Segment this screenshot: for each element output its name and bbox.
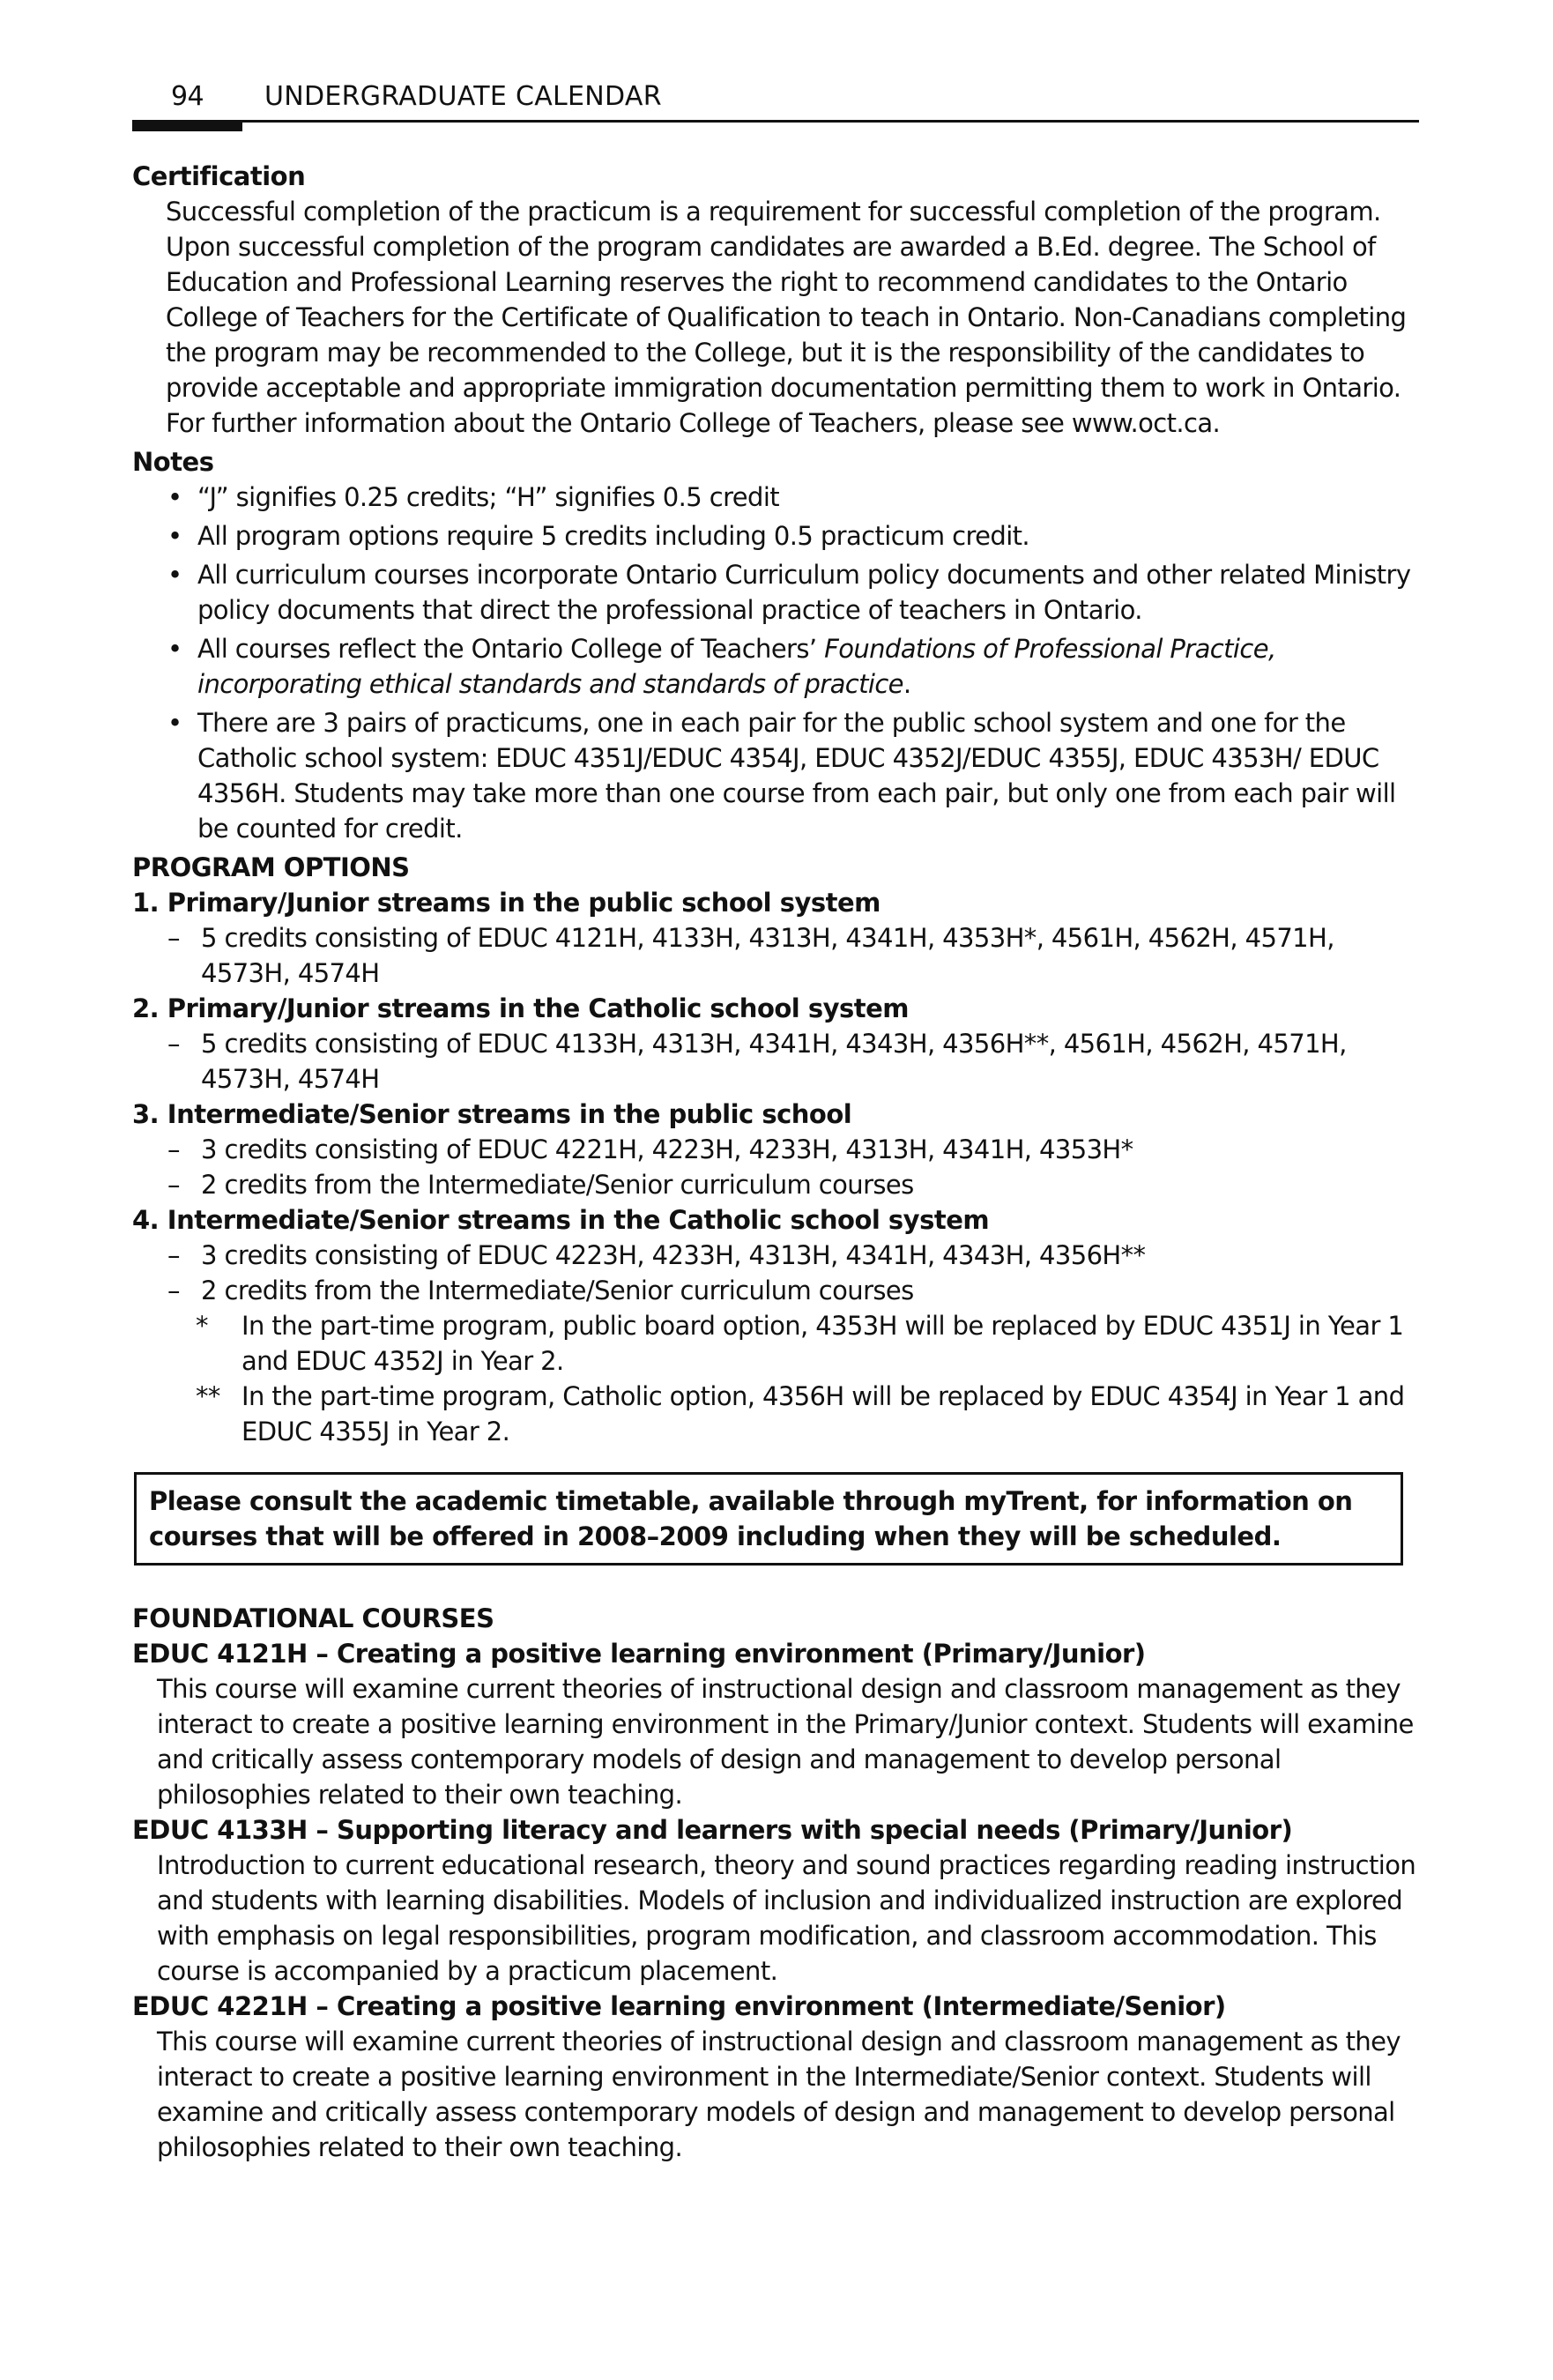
page-number: 94	[171, 81, 204, 112]
program-option-line-text: 3 credits consisting of EDUC 4223H, 4233H, 4313H, 4341H, 4343H, 4356H**	[201, 1240, 1146, 1270]
dash-marker: –	[167, 1029, 180, 1059]
program-option-line-text: 2 credits from the Intermediate/Senior curriculum courses	[201, 1170, 914, 1200]
program-option-title: 1. Primary/Junior streams in the public school system	[132, 888, 881, 918]
course-description: This course will examine current theories of instructional design and classroom management as they interact to create a positive learning environment in the Intermediate/Senior context. Students will examine and critically assess contemporary models of design and management to develop personal philosophies related to their own teaching.	[157, 2027, 1401, 2162]
notes-bullet	[132, 705, 1419, 846]
notes-bullet-text-prefix: All courses reflect the Ontario College of Teachers’	[197, 634, 825, 664]
page-header	[132, 79, 1419, 132]
course-description: This course will examine current theories of instructional design and classroom management as they interact to create a positive learning environment in the Primary/Junior context. Students will examine and critically assess contemporary models of design and management to develop personal philosophies related to their own teaching.	[157, 1674, 1414, 1810]
page-content	[132, 159, 1419, 2165]
bullet-marker: •	[167, 482, 182, 512]
footnote-marker: **	[196, 1381, 220, 1411]
bullet-marker: •	[167, 560, 182, 590]
program-option-line	[132, 1026, 1419, 1097]
bullet-marker: •	[167, 521, 182, 551]
notes-bullet-text: All curriculum courses incorporate Ontario Curriculum policy documents and other related Ministry policy documents that direct the professional practice of teachers in Ontario.	[197, 560, 1411, 625]
program-option-title: 3. Intermediate/Senior streams in the public school	[132, 1099, 852, 1129]
bullet-marker: •	[167, 708, 182, 738]
program-option-line	[132, 1167, 1419, 1202]
program-option-line-text: 5 credits consisting of EDUC 4121H, 4133H, 4313H, 4341H, 4353H*, 4561H, 4562H, 4571H, 4573H, 4574H	[201, 923, 1334, 988]
notes-heading: Notes	[132, 447, 214, 477]
program-options-heading: PROGRAM OPTIONS	[132, 852, 410, 882]
footnote	[132, 1379, 1419, 1449]
footnote-text: In the part-time program, Catholic option, 4356H will be replaced by EDUC 4354J in Year 1 and EDUC 4355J in Year 2.	[241, 1381, 1405, 1447]
dash-marker: –	[167, 1134, 180, 1164]
notes-bullet-text: “J” signifies 0.25 credits; “H” signifies 0.5 credit	[197, 482, 780, 512]
course-description: Introduction to current educational research, theory and sound practices regarding reading instruction and students with learning disabilities. Models of inclusion and individualized instruction are explored with emphasis on legal responsibilities, program modification, and classroom accommodation. This course is accompanied by a practicum placement.	[157, 1850, 1416, 1986]
header-rule	[132, 120, 1419, 123]
program-option-title: 4. Intermediate/Senior streams in the Catholic school system	[132, 1205, 990, 1235]
notes-bullet-text: All program options require 5 credits including 0.5 practicum credit.	[197, 521, 1030, 551]
certification-text: Successful completion of the practicum is a requirement for successful completion of the program. Upon successful completion of the program candidates are awarded a B.Ed. degree. The School of Education and Professional Learning reserves the right to recommend candidates to the Ontario College of Teachers for the Certificate of Qualification to teach in Ontario. Non-Canadians completing the program may be recommended to the College, but it is the responsibility of the candidates to provide acceptable and appropriate immigration documentation permitting them to work in Ontario. For further information about the Ontario College of Teachers, please see www.oct.ca.	[166, 197, 1407, 438]
footnote-marker: *	[196, 1311, 208, 1341]
header-tab-bar	[132, 120, 242, 131]
bullet-marker: •	[167, 634, 182, 664]
program-option-title: 2. Primary/Junior streams in the Catholic school system	[132, 993, 910, 1023]
foundational-courses-heading: FOUNDATIONAL COURSES	[132, 1603, 494, 1633]
course-title: EDUC 4121H – Creating a positive learning environment (Primary/Junior)	[132, 1639, 1146, 1669]
dash-marker: –	[167, 923, 180, 953]
notes-bullet-text: There are 3 pairs of practicums, one in each pair for the public school system and one for the Catholic school system: EDUC 4351J/EDUC 4354J, EDUC 4352J/EDUC 4355J, EDUC 4353H/ EDUC 4356H. Students may take more than one course from each pair, but only one from each pair will be counted for credit.	[197, 708, 1396, 844]
program-option-line-text: 2 credits from the Intermediate/Senior curriculum courses	[201, 1276, 914, 1305]
course-title: EDUC 4133H – Supporting literacy and learners with special needs (Primary/Junior)	[132, 1815, 1293, 1845]
dash-marker: –	[167, 1170, 180, 1200]
program-option-line	[132, 1273, 1419, 1308]
notes-bullet	[132, 480, 1419, 515]
dash-marker: –	[167, 1240, 180, 1270]
timetable-notice-box: Please consult the academic timetable, available through myTrent, for information on courses that will be offered in 2008–2009 including when they will be scheduled.	[134, 1472, 1403, 1566]
notes-bullet	[132, 557, 1419, 628]
footnote-text: In the part-time program, public board option, 4353H will be replaced by EDUC 4351J in Year 1 and EDUC 4352J in Year 2.	[241, 1311, 1404, 1376]
certification-heading: Certification	[132, 161, 306, 191]
footnote	[132, 1308, 1419, 1379]
program-option-line	[132, 1238, 1419, 1273]
notes-bullet-text-suffix: .	[903, 669, 911, 699]
dash-marker: –	[167, 1276, 180, 1305]
notes-bullet-italic-title: Foundations of Professional Practice, incorporating ethical standards and standards of practice	[197, 634, 1276, 699]
notes-bullet	[132, 518, 1419, 554]
program-option-line-text: 5 credits consisting of EDUC 4133H, 4313H, 4341H, 4343H, 4356H**, 4561H, 4562H, 4571H, 4573H, 4574H	[201, 1029, 1347, 1094]
program-option-line	[132, 1132, 1419, 1167]
program-option-line	[132, 920, 1419, 991]
course-title: EDUC 4221H – Creating a positive learning environment (Intermediate/Senior)	[132, 1991, 1226, 2021]
program-option-line-text: 3 credits consisting of EDUC 4221H, 4223H, 4233H, 4313H, 4341H, 4353H*	[201, 1134, 1133, 1164]
notes-bullet	[132, 631, 1419, 702]
running-title: UNDERGRADUATE CALENDAR	[264, 81, 662, 112]
